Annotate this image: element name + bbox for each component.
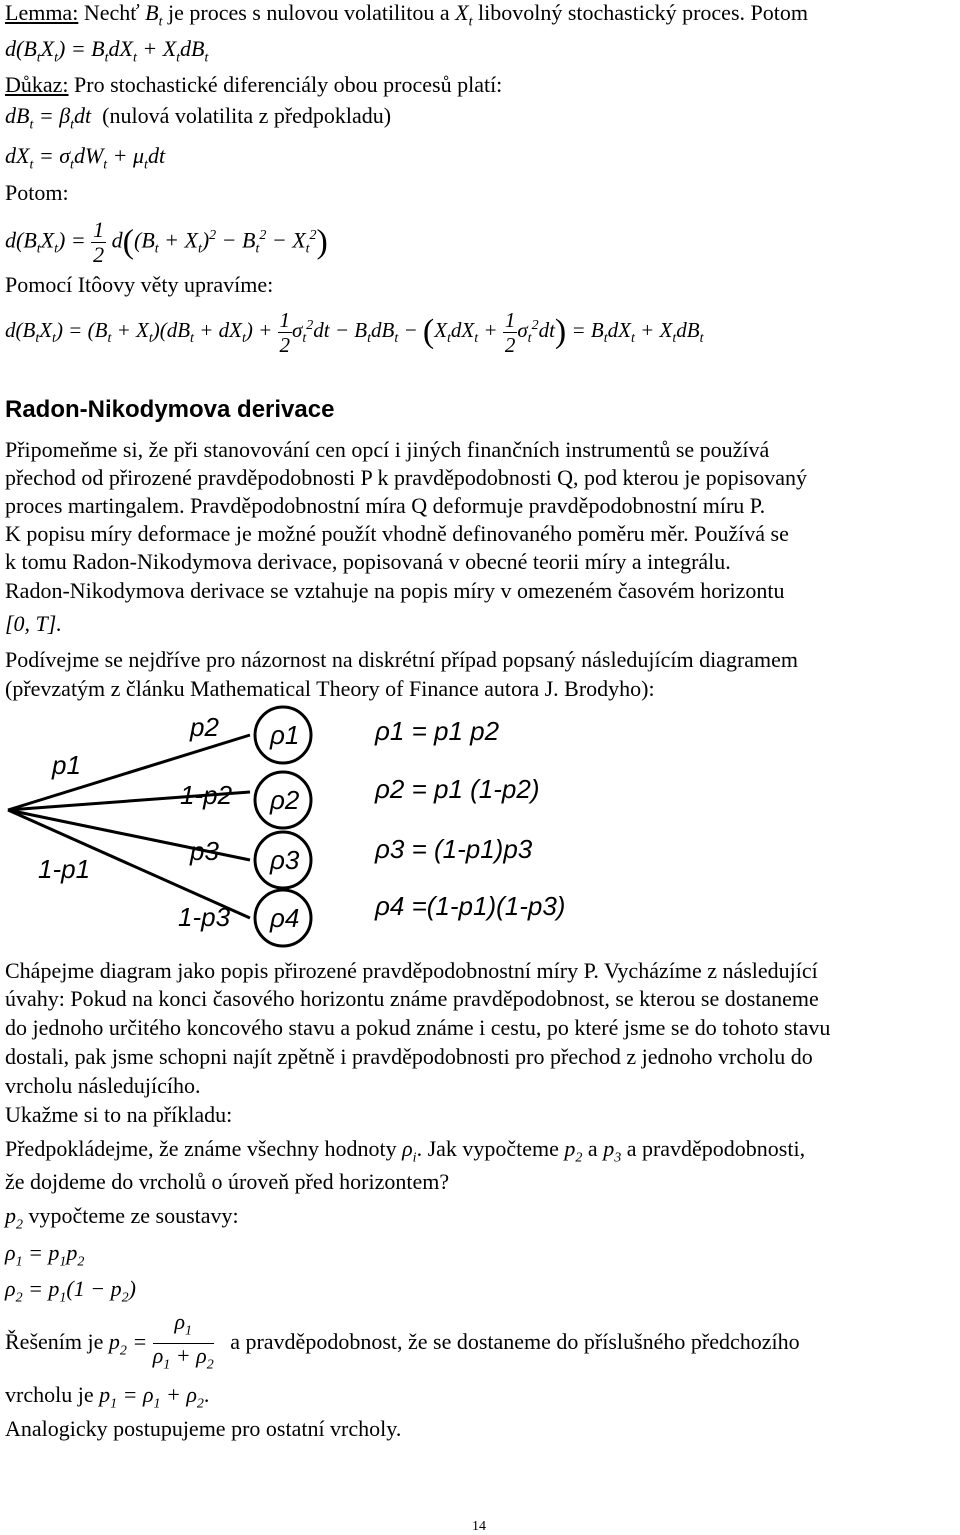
node-label-3: ρ4	[270, 903, 300, 933]
para1-line-0: Připomeňme si, že při stanovování cen opcí i jiných finančních instrumentů se používá	[5, 437, 770, 462]
formula-0: ρ1 = p1 p2	[375, 716, 500, 746]
lemma-label: Lemma:	[5, 0, 79, 25]
formula-ito: $d(B_tX_t) = (B_t + X_t)(dB_t + dX_t)$ + $\frac{1}{2}$ $\sigma_t^2dt - B_tdB_t - (X_tdX_t$ + $\frac{1}{2}$ $\sigma_t^2dt) = B_tdX_t + X_tdB_t$	[5, 307, 704, 357]
example-text-1d: a pravděpodobnosti,	[621, 1136, 806, 1161]
solution-line: Řešením je $p_2$ = $\frac{\rho_1}{\rho_1 + \rho_2}$ a pravděpodobnost, že se dostaneme do příslušného předchozího	[5, 1309, 800, 1373]
edge-label-1: 1-p2	[180, 780, 233, 810]
para2-line-0: Podívejme se nejdříve pro názornost na diskrétní případ popsaný následujícím diagramem	[5, 647, 799, 672]
system-eq-2: $\rho_2 = p_1(1 - p_2)$	[5, 1276, 136, 1306]
ito-label: Pomocí Itôovy věty upravíme:	[5, 272, 274, 297]
final-line: Analogicky postupujeme pro ostatní vrcholy.	[5, 1416, 402, 1441]
node-label-1: ρ2	[270, 785, 300, 815]
system-eq-1: $\rho_1 = p_1p_2$	[5, 1240, 85, 1270]
solution-text-a: Řešením je	[5, 1328, 109, 1354]
para1-line-3: K popisu míry deformace je možné použít vhodně definovaného poměru měr. Používá se	[5, 521, 789, 546]
formula-potom: $d(B_tX_t)$ = $\frac{1}{2}$ $d((B_t + X_t)^2 - B_t^2 - X_t^2)$	[5, 216, 328, 267]
interval: [0, T].	[5, 611, 62, 636]
label-root: p1	[52, 750, 81, 780]
formula-db: $dB_t = \beta_tdt$ (nulová volatilita z předpokladu)	[5, 103, 392, 133]
proof-text: Pro stochastické diferenciály obou procesů platí:	[68, 72, 503, 97]
lemma-text-2: je proces s nulovou volatilitou a	[162, 0, 456, 25]
vertex-text: vrcholu je	[5, 1382, 100, 1407]
lemma-line: Lemma: Nechť $B_t$ je proces s nulovou volatilitou a $X_t$ libovolný stochastický proces. Potom	[5, 0, 808, 30]
para1-line-2: proces martingalem. Pravděpodobnostní míra Q deformuje pravděpodobnostní míru P.	[5, 493, 766, 518]
formula-dx: $dX_t = \sigma_tdW_t + \mu_tdt$	[5, 143, 166, 173]
para3-line-0: Chápejme diagram jako popis přirozené pravděpodobnostní míry P. Vycházíme z následující	[5, 958, 818, 983]
formula-2: ρ3 = (1-p1)p3	[375, 834, 533, 864]
example-line-1: Předpokládejme, že známe všechny hodnoty $\rho_i$. Jak vypočteme $p_2$ a $p_3$ a pravděpodobnosti,	[5, 1136, 806, 1166]
para1-line-4: k tomu Radon-Nikodymova derivace, popisovaná v obecné teorii míry a integrálu.	[5, 549, 731, 574]
solution-text-b: a pravděpodobnost, že se dostaneme do příslušného předchozího	[224, 1328, 800, 1354]
page-number: 14	[472, 1519, 486, 1534]
example-text-1a: Předpokládejme, že známe všechny hodnoty	[5, 1136, 403, 1161]
para3-line-2: do jednoho určitého koncového stavu a pokud známe i cestu, po které jsme se do tohoto stavu	[5, 1015, 831, 1040]
lemma-text-3: libovolný stochastický proces. Potom	[472, 0, 808, 25]
para1-line-5: Radon-Nikodymova derivace se vztahuje na popis míry v omezeném časovém horizontu	[5, 578, 785, 603]
probability-tree-diagram	[0, 700, 620, 952]
para2-line-1: (převzatým z článku Mathematical Theory of Finance autora J. Brodyho):	[5, 676, 655, 701]
section-title: Radon-Nikodymova derivace	[5, 396, 335, 423]
node-label-0: ρ1	[270, 720, 300, 750]
para3-line-1: úvahy: Pokud na konci časového horizontu známe pravděpodobnost, se kterou se dostaneme	[5, 986, 819, 1011]
lemma-formula: $d(B_tX_t) = B_tdX_t + X_tdB_t$	[5, 36, 209, 66]
db-comment: (nulová volatilita z předpokladu)	[102, 103, 392, 128]
formula-3: ρ4 =(1-p1)(1-p3)	[375, 891, 566, 921]
proof-line	[5, 72, 502, 98]
para3-line-3: dostali, pak jsme schopni najít zpětně i pravděpodobnosti pro přechod z jednoho vrcholu do	[5, 1044, 813, 1069]
edge-label-3: 1-p3	[178, 902, 231, 932]
example-line-3: $p_2$ vypočteme ze soustavy:	[5, 1203, 239, 1233]
example-text-1b: . Jak vypočteme	[416, 1136, 565, 1161]
lemma-text-1: Nechť	[78, 0, 146, 25]
proof-label: Důkaz:	[5, 72, 69, 97]
potom-label: Potom:	[5, 180, 69, 205]
para1-line-1: přechod od přirozené pravděpodobnosti P k pravděpodobnosti Q, pod kterou je popisovaný	[5, 465, 808, 490]
example-text-3: vypočteme ze soustavy:	[23, 1203, 239, 1228]
example-text-1c: a	[582, 1136, 604, 1161]
label-root-alt: 1-p1	[38, 854, 91, 884]
example-line-2: že dojdeme do vrcholů o úroveň před horizontem?	[5, 1169, 450, 1194]
edge-label-2: p3	[190, 836, 219, 866]
edge-label-0: p2	[190, 712, 219, 742]
para3-line-5: Ukažme si to na příkladu:	[5, 1102, 233, 1127]
para3-line-4: vrcholu následujícího.	[5, 1073, 201, 1098]
formula-1: ρ2 = p1 (1-p2)	[375, 774, 540, 804]
vertex-line: vrcholu je $p_1 = \rho_1 + \rho_2$.	[5, 1382, 210, 1412]
node-label-2: ρ3	[270, 845, 300, 875]
